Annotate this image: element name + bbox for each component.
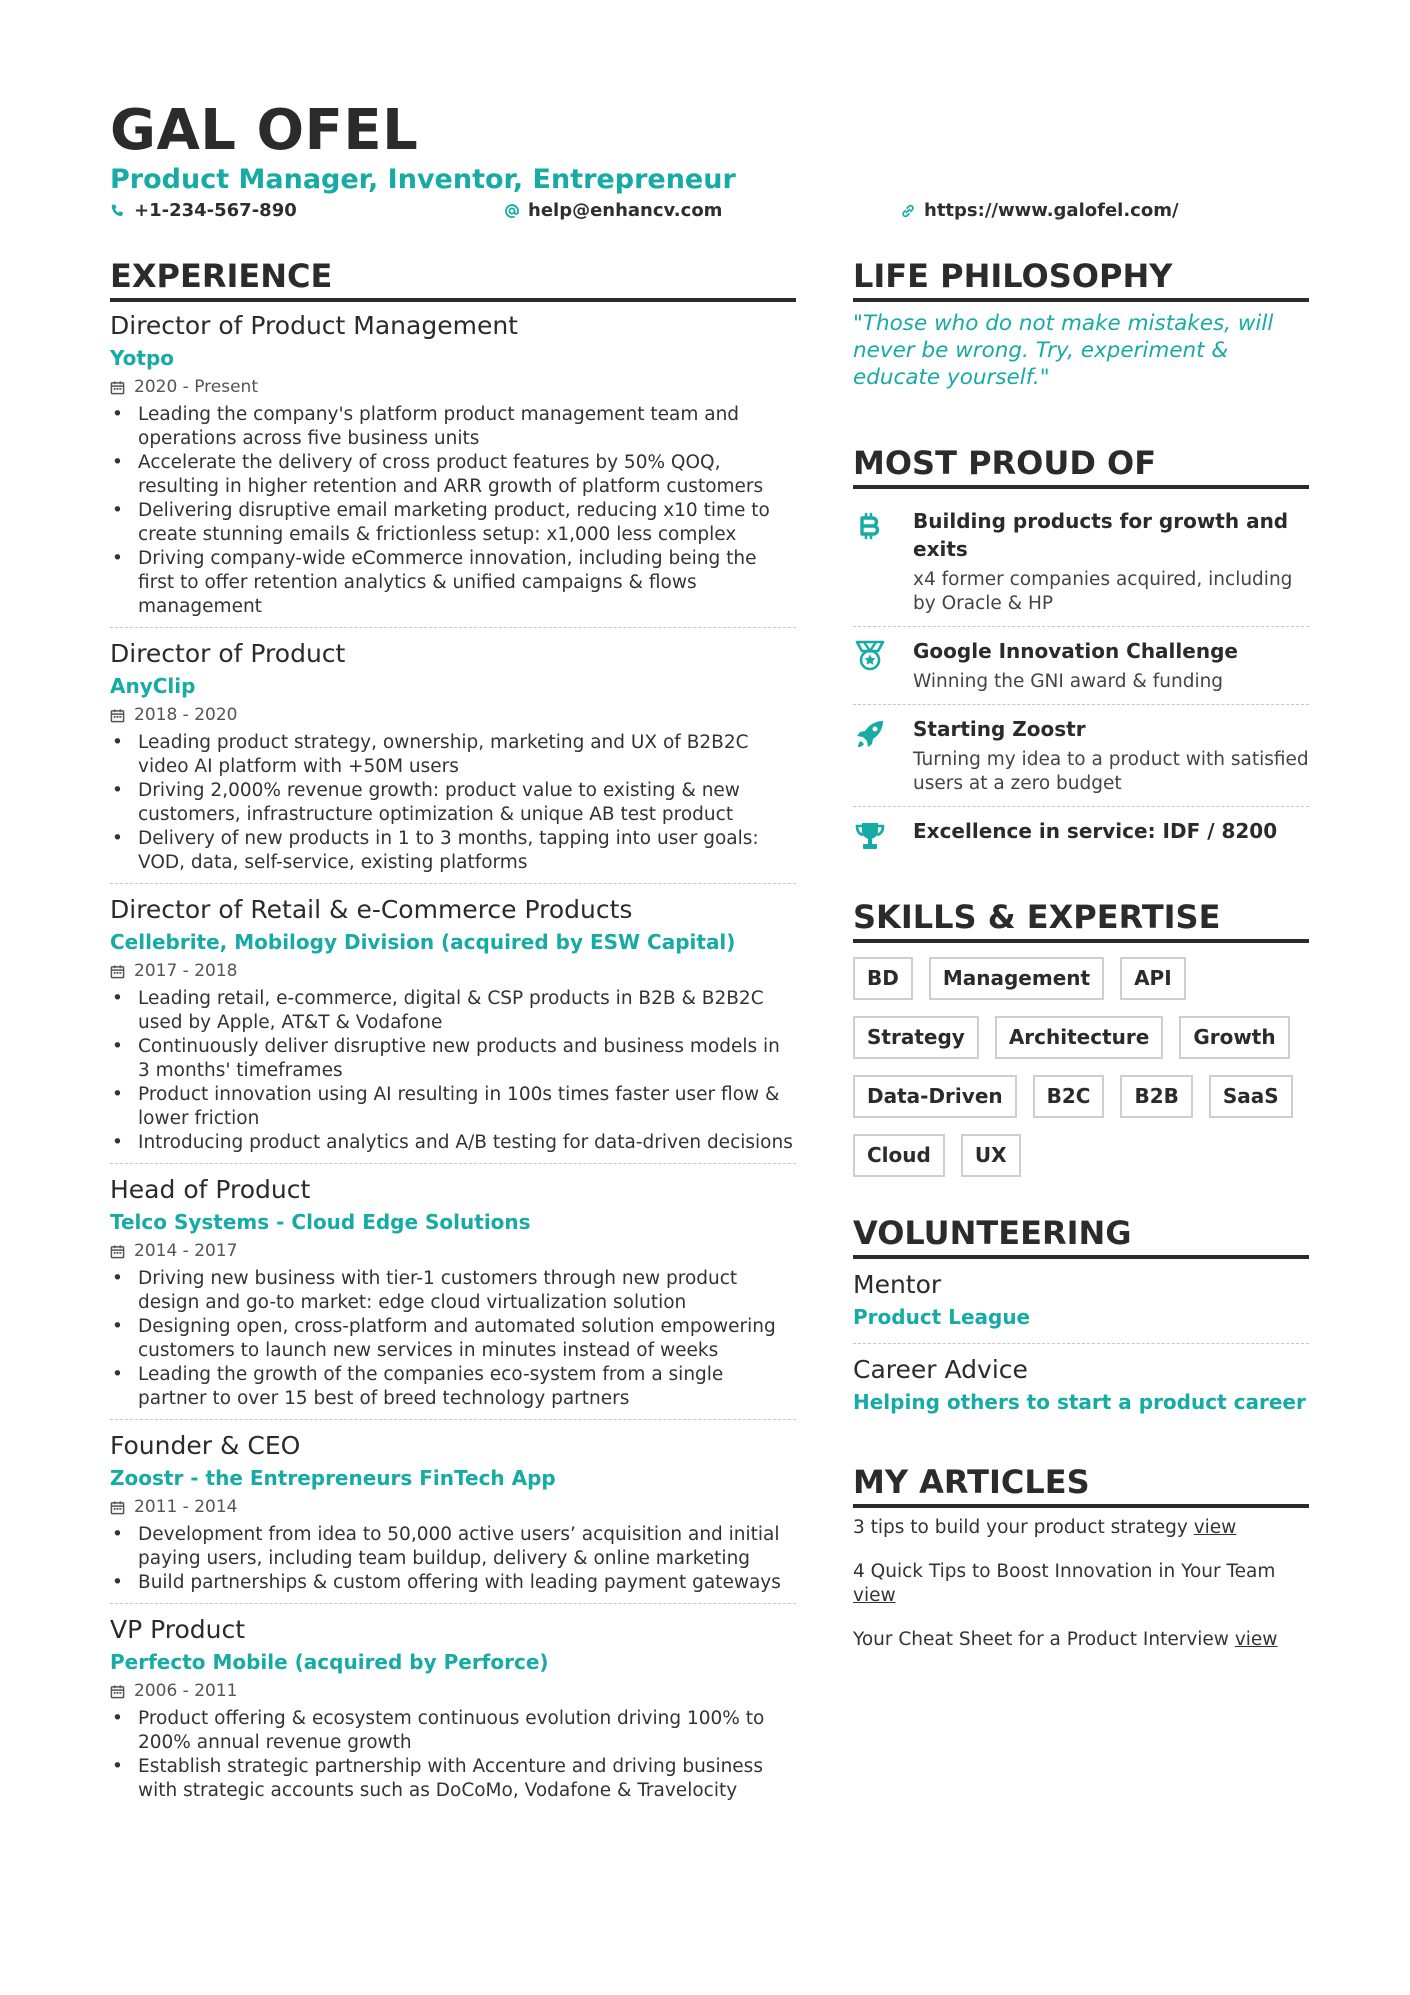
job-bullets	[110, 1523, 796, 1595]
skill-tag: UX	[961, 1134, 1021, 1177]
article-item	[853, 1516, 1309, 1540]
job-bullets	[110, 1707, 796, 1803]
link-icon	[900, 203, 916, 219]
job-bullet: • Designing open, cross-platform and automated solution empowering customers to launch new services in minutes instead of weeks	[110, 1315, 796, 1363]
proud-item	[853, 627, 1309, 705]
job-company: Perfecto Mobile (acquired by Perforce)	[110, 1650, 549, 1674]
skill-tag: Growth	[1179, 1016, 1289, 1059]
phone-text: +1-234-567-890	[134, 200, 297, 221]
volunteering-role: Career Advice	[853, 1355, 1028, 1384]
job-bullet: • Introducing product analytics and A/B testing for data-driven decisions	[110, 1131, 796, 1155]
job-role: Director of Product Management	[110, 311, 518, 340]
trophy-icon	[853, 817, 913, 857]
job-dates-text: 2020 - Present	[134, 377, 258, 397]
job-bullet: • Continuously deliver disruptive new products and business models in 3 months' timeframes	[110, 1035, 796, 1083]
job-bullet: • Product offering & ecosystem continuous evolution driving 100% to 200% annual revenue growth	[110, 1707, 796, 1755]
job-role: Director of Retail & e-Commerce Products	[110, 895, 633, 924]
job-entry	[110, 310, 796, 628]
volunteering-list	[853, 1269, 1309, 1428]
proud-heading: MOST PROUD OF	[853, 443, 1309, 489]
volunteering-org: Helping others to start a product career	[853, 1390, 1306, 1414]
skill-tag: API	[1120, 957, 1186, 1000]
candidate-name: GAL OFEL	[110, 98, 419, 163]
skill-tag: Cloud	[853, 1134, 945, 1177]
contact-website[interactable]	[900, 199, 1179, 223]
article-item	[853, 1560, 1309, 1608]
job-bullet: • Development from idea to 50,000 active users’ acquisition and initial paying users, including team buildup, delivery & online marketing	[110, 1523, 796, 1571]
job-entry	[110, 1430, 796, 1604]
rocket-icon	[853, 715, 913, 796]
proud-title: Building products for growth and exits	[913, 509, 1289, 561]
volunteering-item	[853, 1269, 1309, 1344]
job-bullets	[110, 1267, 796, 1411]
candidate-title: Product Manager, Inventor, Entrepreneur	[110, 164, 736, 195]
job-dates	[110, 1679, 796, 1703]
job-dates-text: 2018 - 2020	[134, 705, 238, 725]
calendar-icon	[110, 1684, 125, 1699]
job-bullets	[110, 403, 796, 619]
volunteering-org: Product League	[853, 1305, 1031, 1329]
skill-tag: Architecture	[995, 1016, 1164, 1059]
job-company: Yotpo	[110, 346, 175, 370]
job-bullet: • Leading the company's platform product management team and operations across five business units	[110, 403, 796, 451]
website-text: https://www.galofel.com/	[924, 200, 1179, 221]
philosophy-quote: "Those who do not make mistakes, will never be wrong. Try, experiment & educate yourself."	[853, 311, 1274, 390]
calendar-icon	[110, 380, 125, 395]
skill-tag: Data-Driven	[853, 1075, 1017, 1118]
job-entry	[110, 1614, 796, 1811]
job-role: Head of Product	[110, 1175, 311, 1204]
volunteering-role: Mentor	[853, 1270, 942, 1299]
proud-title: Google Innovation Challenge	[913, 639, 1238, 663]
job-bullet: • Delivery of new products in 1 to 3 months, tapping into user goals: VOD, data, self-service, existing platforms	[110, 827, 796, 875]
article-title: Your Cheat Sheet for a Product Interview	[853, 1629, 1229, 1650]
article-item	[853, 1628, 1309, 1652]
proud-item	[853, 497, 1309, 627]
job-entry	[110, 894, 796, 1164]
skill-tag: Strategy	[853, 1016, 979, 1059]
experience-heading: EXPERIENCE	[110, 256, 796, 302]
skills-tags	[853, 957, 1309, 1177]
proud-title: Excellence in service: IDF / 8200	[913, 819, 1278, 843]
article-view-link[interactable]: view	[853, 1585, 896, 1606]
job-bullet: • Driving new business with tier-1 customers through new product design and go-to market: edge cloud virtualization solution	[110, 1267, 796, 1315]
job-dates	[110, 1239, 796, 1263]
proud-desc: Winning the GNI award & funding	[913, 671, 1224, 692]
job-bullet: • Build partnerships & custom offering with leading payment gateways	[110, 1571, 796, 1595]
award-icon	[853, 637, 913, 694]
proud-item	[853, 807, 1309, 867]
job-company: Telco Systems - Cloud Edge Solutions	[110, 1210, 531, 1234]
job-dates	[110, 1495, 796, 1519]
proud-title: Starting Zoostr	[913, 717, 1086, 741]
skill-tag: B2C	[1033, 1075, 1105, 1118]
proud-body	[913, 715, 1309, 796]
job-bullet: • Leading the growth of the companies eco-system from a single partner to over 15 best of breed technology partners	[110, 1363, 796, 1411]
article-title: 3 tips to build your product strategy	[853, 1517, 1188, 1538]
job-bullets	[110, 731, 796, 875]
contact-phone[interactable]	[110, 199, 297, 223]
job-bullets	[110, 987, 796, 1155]
job-bullet: • Leading product strategy, ownership, marketing and UX of B2B2C video AI platform with +50M users	[110, 731, 796, 779]
proud-list	[853, 497, 1309, 867]
proud-body	[913, 507, 1309, 616]
job-company: Cellebrite, Mobilogy Division (acquired by ESW Capital)	[110, 930, 736, 954]
proud-item	[853, 705, 1309, 807]
calendar-icon	[110, 1244, 125, 1259]
proud-body	[913, 637, 1238, 694]
volunteering-heading: VOLUNTEERING	[853, 1213, 1309, 1259]
article-view-link[interactable]: view	[1234, 1629, 1278, 1650]
proud-desc: Turning my idea to a product with satisfied users at a zero budget	[913, 749, 1309, 794]
proud-desc: x4 former companies acquired, including by Oracle & HP	[913, 569, 1293, 614]
job-company: Zoostr - the Entrepreneurs FinTech App	[110, 1466, 556, 1490]
job-bullet: • Product innovation using AI resulting in 100s times faster user flow & lower friction	[110, 1083, 796, 1131]
job-dates	[110, 375, 796, 399]
articles-list	[853, 1516, 1309, 1652]
job-dates-text: 2006 - 2011	[134, 1681, 238, 1701]
bitcoin-icon	[853, 507, 913, 616]
job-dates-text: 2017 - 2018	[134, 961, 238, 981]
article-title: 4 Quick Tips to Boost Innovation in Your Team	[853, 1561, 1276, 1582]
calendar-icon	[110, 708, 125, 723]
skill-tag: B2B	[1120, 1075, 1192, 1118]
job-role: Director of Product	[110, 639, 346, 668]
article-view-link[interactable]: view	[1193, 1517, 1237, 1538]
job-role: Founder & CEO	[110, 1431, 301, 1460]
articles-heading: MY ARTICLES	[853, 1462, 1309, 1508]
skill-tag: SaaS	[1209, 1075, 1293, 1118]
job-bullet: • Driving 2,000% revenue growth: product value to existing & new customers, infrastructure optimization & unique AB test product	[110, 779, 796, 827]
proud-body	[913, 817, 1277, 857]
job-dates	[110, 703, 796, 727]
right-column	[853, 256, 1309, 1672]
job-dates-text: 2011 - 2014	[134, 1497, 238, 1517]
job-role: VP Product	[110, 1615, 246, 1644]
job-entry	[110, 638, 796, 884]
skill-tag: Management	[929, 957, 1104, 1000]
skill-tag: BD	[853, 957, 913, 1000]
job-dates-text: 2014 - 2017	[134, 1241, 238, 1261]
at-icon	[504, 203, 520, 219]
job-bullet: • Accelerate the delivery of cross product features by 50% QOQ, resulting in higher retention and ARR growth of platform customers	[110, 451, 796, 499]
job-entry	[110, 1174, 796, 1420]
experience-list	[110, 310, 796, 1811]
calendar-icon	[110, 1500, 125, 1515]
job-bullet: • Establish strategic partnership with Accenture and driving business with strategic accounts such as DoCoMo, Vodafone & Travelocity	[110, 1755, 796, 1803]
phone-icon	[110, 203, 126, 219]
job-dates	[110, 959, 796, 983]
job-company: AnyClip	[110, 674, 196, 698]
job-bullet: • Delivering disruptive email marketing product, reducing x10 time to create stunning emails & frictionless setup: x1,000 less complex	[110, 499, 796, 547]
volunteering-item	[853, 1354, 1309, 1428]
job-bullet: • Driving company-wide eCommerce innovation, including being the first to offer retention analytics & unified campaigns & flows management	[110, 547, 796, 619]
philosophy-heading: LIFE PHILOSOPHY	[853, 256, 1309, 302]
left-column	[110, 256, 796, 1821]
skills-heading: SKILLS & EXPERTISE	[853, 897, 1309, 943]
job-bullet: • Leading retail, e-commerce, digital & CSP products in B2B & B2B2C used by Apple, AT&T & Vodafone	[110, 987, 796, 1035]
contact-email[interactable]	[504, 199, 722, 223]
email-text: help@enhancv.com	[528, 200, 723, 221]
calendar-icon	[110, 964, 125, 979]
